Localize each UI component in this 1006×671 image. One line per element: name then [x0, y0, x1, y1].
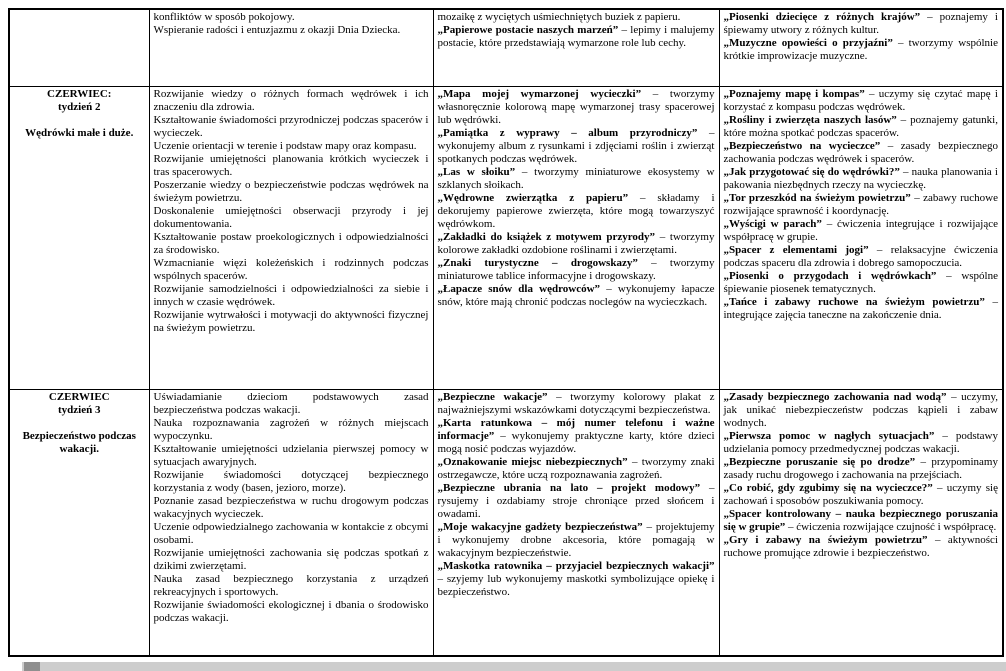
creative-activity-item: [438, 417, 715, 456]
theme-cell: [9, 9, 149, 86]
goal-item: Wspieranie radości i entuzjazmu z okazji Dnia Dziecka.: [153, 24, 401, 36]
activity-title: „Moje wakacyjne gadżety bezpieczeństwa”: [437, 520, 643, 533]
creative-activities-cell: [433, 86, 719, 389]
creative-activity-item: [438, 127, 715, 166]
theme-cell: [9, 86, 149, 389]
goals-cell: [149, 86, 433, 389]
activity-description: – lepimy i malujemy postacie, które przedstawiają wymarzone role lub cechy.: [437, 24, 715, 49]
group-activity-item: [724, 391, 999, 430]
activity-title: „Muzyczne opowieści o przyjaźni”: [723, 37, 893, 49]
creative-activity-item: [438, 88, 715, 127]
group-activities-cell: [719, 389, 1003, 656]
goal-item: Doskonalenie umiejętności obserwacji przyrody i jej dokumentowania.: [153, 204, 429, 230]
creative-activity-item: [438, 482, 715, 521]
group-activity-item: [724, 296, 999, 322]
activity-title: „Spacer z elementami jogi”: [723, 243, 869, 256]
goal-item: Wzmacnianie więzi koleżeńskich i rodzinnych podczas wspólnych spacerów.: [153, 256, 429, 282]
activity-title: „Co robić, gdy zgubimy się na wycieczce?”: [723, 481, 933, 494]
activity-description: – rysujemy i ozdabiamy stroje chroniące przed słońcem i owadami.: [437, 481, 715, 520]
activity-title: „Bezpieczne ubrania na lato – projekt modowy”: [437, 481, 701, 494]
activity-description: – uczymy się czytać mapę i korzystać z kompasu podczas wędrówek.: [723, 87, 998, 113]
activity-description: – tworzymy znaki ostrzegawcze, które uczą rozpoznawania zagrożeń.: [437, 455, 715, 481]
theme-line: tydzień 2: [58, 100, 101, 113]
activity-title: „Karta ratunkowa – mój numer telefonu i ważne informacje”: [437, 416, 715, 442]
goal-item: Kształtowanie świadomości przyrodniczej podczas spacerów i wycieczek.: [153, 113, 429, 139]
activity-title: „Zasady bezpiecznego zachowania nad wodą”: [723, 390, 947, 403]
activity-description: – wspólne śpiewanie piosenek tematycznych.: [723, 269, 998, 295]
scroll-corner: [24, 662, 40, 671]
activity-description: – zasady bezpiecznego zachowania podczas wędrówek i spacerów.: [723, 139, 998, 165]
theme-line: Bezpieczeństwo podczas wakacji.: [22, 429, 136, 455]
activity-description: – uczymy, jak unikać niebezpieczeństw podczas kąpieli i zabaw wodnych.: [723, 390, 998, 429]
goals-cell: [149, 9, 433, 86]
creative-activity-item: [438, 11, 715, 24]
group-activity-item: [724, 270, 999, 296]
goal-item: Rozwijanie świadomości ekologicznej i dbania o środowisko podczas wakacji.: [153, 598, 429, 624]
activity-title: „Mapa mojej wymarzonej wycieczki”: [437, 87, 642, 100]
creative-activity-item: [438, 192, 715, 231]
theme-line: CZERWIEC: [48, 390, 110, 403]
theme-line: CZERWIEC:: [47, 87, 112, 100]
activity-description: – składamy i dekorujemy papierowe zwierzęta, które mogą towarzyszyć wędrówkom.: [437, 191, 715, 230]
group-activity-item: [724, 244, 999, 270]
activity-description: – poznajemy i śpiewamy utwory z różnych kultur.: [723, 11, 998, 36]
curriculum-table: [8, 8, 1004, 657]
goal-item: Nauka zasad bezpiecznego korzystania z urządzeń rekreacyjnych i sportowych.: [153, 572, 429, 598]
goal-item: Rozwijanie umiejętności planowania krótkich wycieczek i tras spacerowych.: [153, 152, 429, 178]
activity-description: – wykonujemy łapacze snów, które mają chronić podczas noclegów na wycieczkach.: [437, 282, 715, 308]
goal-item: Poznanie zasad bezpieczeństwa w ruchu drogowym podczas wakacyjnych wycieczek.: [153, 494, 429, 520]
theme-line: [14, 114, 145, 127]
goal-item: Nauka rozpoznawania zagrożeń w różnych miejscach wypoczynku.: [153, 416, 429, 442]
activity-description: – ćwiczenia integrujące i rozwijające współpracę w grupie.: [723, 217, 999, 243]
goal-item: Rozwijanie samodzielności i odpowiedzialności za siebie i innych w czasie wędrówek.: [153, 282, 429, 308]
activity-title: „Bezpieczeństwo na wycieczce”: [723, 139, 881, 152]
activity-title: „Zakładki do książek z motywem przyrody”: [437, 230, 656, 243]
creative-activity-item: [438, 231, 715, 257]
group-activities-cell: [719, 86, 1003, 389]
goal-item: Uświadamianie dzieciom podstawowych zasad bezpieczeństwa podczas wakacji.: [153, 390, 429, 416]
activity-description: – tworzymy miniaturowe ekosystemy w szklanych słoikach.: [437, 165, 715, 191]
activity-title: „Jak przygotować się do wędrówki?”: [723, 165, 900, 178]
activity-description: – ćwiczenia rozwijające czujność i współpracę.: [785, 520, 997, 533]
group-activity-item: [724, 192, 999, 218]
group-activity-item: [724, 218, 999, 244]
goal-item: Uczenie odpowiedzialnego zachowania w kontakcie z obcymi osobami.: [153, 520, 429, 546]
creative-activities-cell: [433, 389, 719, 656]
activity-description: – wykonujemy praktyczne karty, które dzieci mogą nosić podczas wyjazdów.: [437, 429, 715, 455]
activity-title: „Łapacze snów dla wędrowców”: [437, 282, 601, 295]
activity-title: „Gry i zabawy na świeżym powietrzu”: [723, 533, 928, 546]
table-row: [9, 389, 1003, 656]
activity-title: „Znaki turystyczne – drogowskazy”: [437, 256, 638, 269]
activity-description: – szyjemy lub wykonujemy maskotki symbolizujące opiekę i bezpieczeństwo.: [437, 572, 715, 598]
goal-item: Rozwijanie świadomości dotyczącej bezpiecznego korzystania z wody (basen, jezioro, morze).: [153, 468, 429, 494]
group-activity-item: [724, 140, 999, 166]
creative-activity-item: [438, 521, 715, 560]
table-row: [9, 9, 1003, 86]
activity-description: – aktywności ruchowe promujące zdrowie i bezpieczeństwo.: [723, 533, 998, 559]
activity-description: – tworzymy wspólnie krótkie improwizacje muzyczne.: [723, 37, 999, 62]
creative-activity-item: [438, 283, 715, 309]
activity-description: – integrujące zajęcia taneczne na zakończenie dnia.: [723, 295, 998, 321]
group-activity-item: [724, 114, 999, 140]
activity-title: „Bezpieczne wakacje”: [437, 390, 548, 403]
creative-activity-item: [438, 257, 715, 283]
table-row: [9, 86, 1003, 389]
activity-description: – relaksacyjne ćwiczenia podczas spaceru dla zdrowia i dobrego samopoczucia.: [723, 243, 998, 269]
activity-title: „Wyścigi w parach”: [723, 217, 822, 230]
theme-line: tydzień 3: [58, 403, 101, 416]
activity-title: „Pierwsza pomoc w nagłych sytuacjach”: [723, 429, 935, 442]
activity-title: „Spacer kontrolowany – nauka bezpiecznego poruszania się w grupie”: [723, 507, 998, 533]
goal-item: Rozwijanie wiedzy o różnych formach wędrówek i ich znaczeniu dla zdrowia.: [153, 87, 429, 113]
activity-description: – wykonujemy album z rysunkami i zdjęciami roślin i zwierząt spotkanych podczas wędrówek.: [437, 126, 715, 165]
activity-description: – podstawy udzielania pomocy przedmedycznej podczas wakacji.: [723, 429, 998, 455]
activity-description: – zabawy ruchowe rozwijające sprawność i koordynację.: [723, 191, 999, 217]
group-activity-item: [724, 456, 999, 482]
activity-title: „Maskotka ratownika – przyjaciel bezpiecznych wakacji”: [437, 559, 715, 572]
document-page: [8, 8, 1002, 657]
activity-title: „Las w słoiku”: [437, 165, 516, 178]
page-bottom-edge: [0, 662, 1006, 671]
creative-activity-item: [438, 391, 715, 417]
activity-title: „Rośliny i zwierzęta naszych lasów”: [723, 113, 897, 126]
creative-activities-cell: [433, 9, 719, 86]
activity-title: „Pamiątka z wyprawy – album przyrodniczy”: [437, 126, 698, 139]
goal-item: Uczenie orientacji w terenie i podstaw mapy oraz kompasu.: [153, 139, 417, 152]
activity-description: – poznajemy gatunki, które można spotkać podczas spacerów.: [723, 113, 998, 139]
activity-title: „Wędrowne zwierzątka z papieru”: [437, 191, 629, 204]
activity-title: „Papierowe postacie naszych marzeń”: [437, 24, 619, 36]
activity-description: – przypominamy zasady ruchu drogowego i zachowania na przejściach.: [723, 455, 998, 481]
theme-cell: [9, 389, 149, 656]
activity-description: – tworzymy kolorowy plakat z najważniejszymi wskazówkami dotyczącymi bezpieczeństwa.: [437, 390, 715, 416]
group-activity-item: [724, 37, 999, 63]
activity-description: – tworzymy kolorowe zakładki ozdobione roślinami i zwierzętami.: [437, 230, 715, 256]
group-activity-item: [724, 11, 999, 37]
goal-item: Rozwijanie umiejętności zachowania się podczas spotkań z dzikimi zwierzętami.: [153, 546, 429, 572]
activity-title: „Poznajemy mapę i kompas”: [723, 87, 865, 100]
activity-title: „Piosenki dziecięce z różnych krajów”: [723, 11, 921, 23]
goal-item: Poszerzanie wiedzy o bezpieczeństwie podczas wędrówek na świeżym powietrzu.: [153, 178, 429, 204]
goal-item: konfliktów w sposób pokojowy.: [153, 11, 295, 23]
activity-title: „Piosenki o przygodach i wędrówkach”: [723, 269, 937, 282]
curriculum-table-body: [9, 9, 1003, 656]
group-activity-item: [724, 430, 999, 456]
page-corner: [0, 662, 22, 671]
activity-title: „Oznakowanie miejsc niebezpiecznych”: [437, 455, 628, 468]
activity-description: mozaikę z wyciętych uśmiechniętych buziek z papieru.: [437, 11, 681, 23]
group-activity-item: [724, 88, 999, 114]
goal-item: Rozwijanie wytrwałości i motywacji do aktywności fizycznej na świeżym powietrzu.: [153, 308, 429, 334]
activity-description: – uczymy się zachowań i sposobów poszukiwania pomocy.: [723, 481, 998, 507]
creative-activity-item: [438, 166, 715, 192]
theme-line: Wędrówki małe i duże.: [25, 126, 134, 139]
creative-activity-item: [438, 456, 715, 482]
group-activity-item: [724, 508, 999, 534]
activity-description: – nauka planowania i pakowania niezbędnych rzeczy na wycieczkę.: [723, 165, 998, 191]
group-activities-cell: [719, 9, 1003, 86]
goal-item: Kształtowanie umiejętności udzielania pierwszej pomocy w sytuacjach awaryjnych.: [153, 442, 429, 468]
goal-item: Kształtowanie postaw proekologicznych i odpowiedzialności za środowisko.: [153, 230, 429, 256]
creative-activity-item: [438, 560, 715, 599]
activity-description: – tworzymy miniaturowe tablice informacyjne i drogowskazy.: [437, 256, 715, 282]
activity-title: „Bezpieczne poruszanie się po drodze”: [723, 455, 916, 468]
theme-line: [14, 417, 145, 430]
goals-cell: [149, 389, 433, 656]
activity-description: – tworzymy własnoręcznie kolorową mapę wymarzonej trasy spacerowej lub wędrówki.: [437, 87, 715, 126]
group-activity-item: [724, 482, 999, 508]
group-activity-item: [724, 534, 999, 560]
activity-title: „Tańce i zabawy ruchowe na świeżym powietrzu”: [723, 295, 985, 308]
group-activity-item: [724, 166, 999, 192]
creative-activity-item: [438, 24, 715, 50]
activity-description: – projektujemy i wykonujemy drobne akcesoria, które pomagają w wakacyjnym bezpieczeństwie.: [437, 520, 715, 559]
activity-title: „Tor przeszkód na świeżym powietrzu”: [723, 191, 911, 204]
